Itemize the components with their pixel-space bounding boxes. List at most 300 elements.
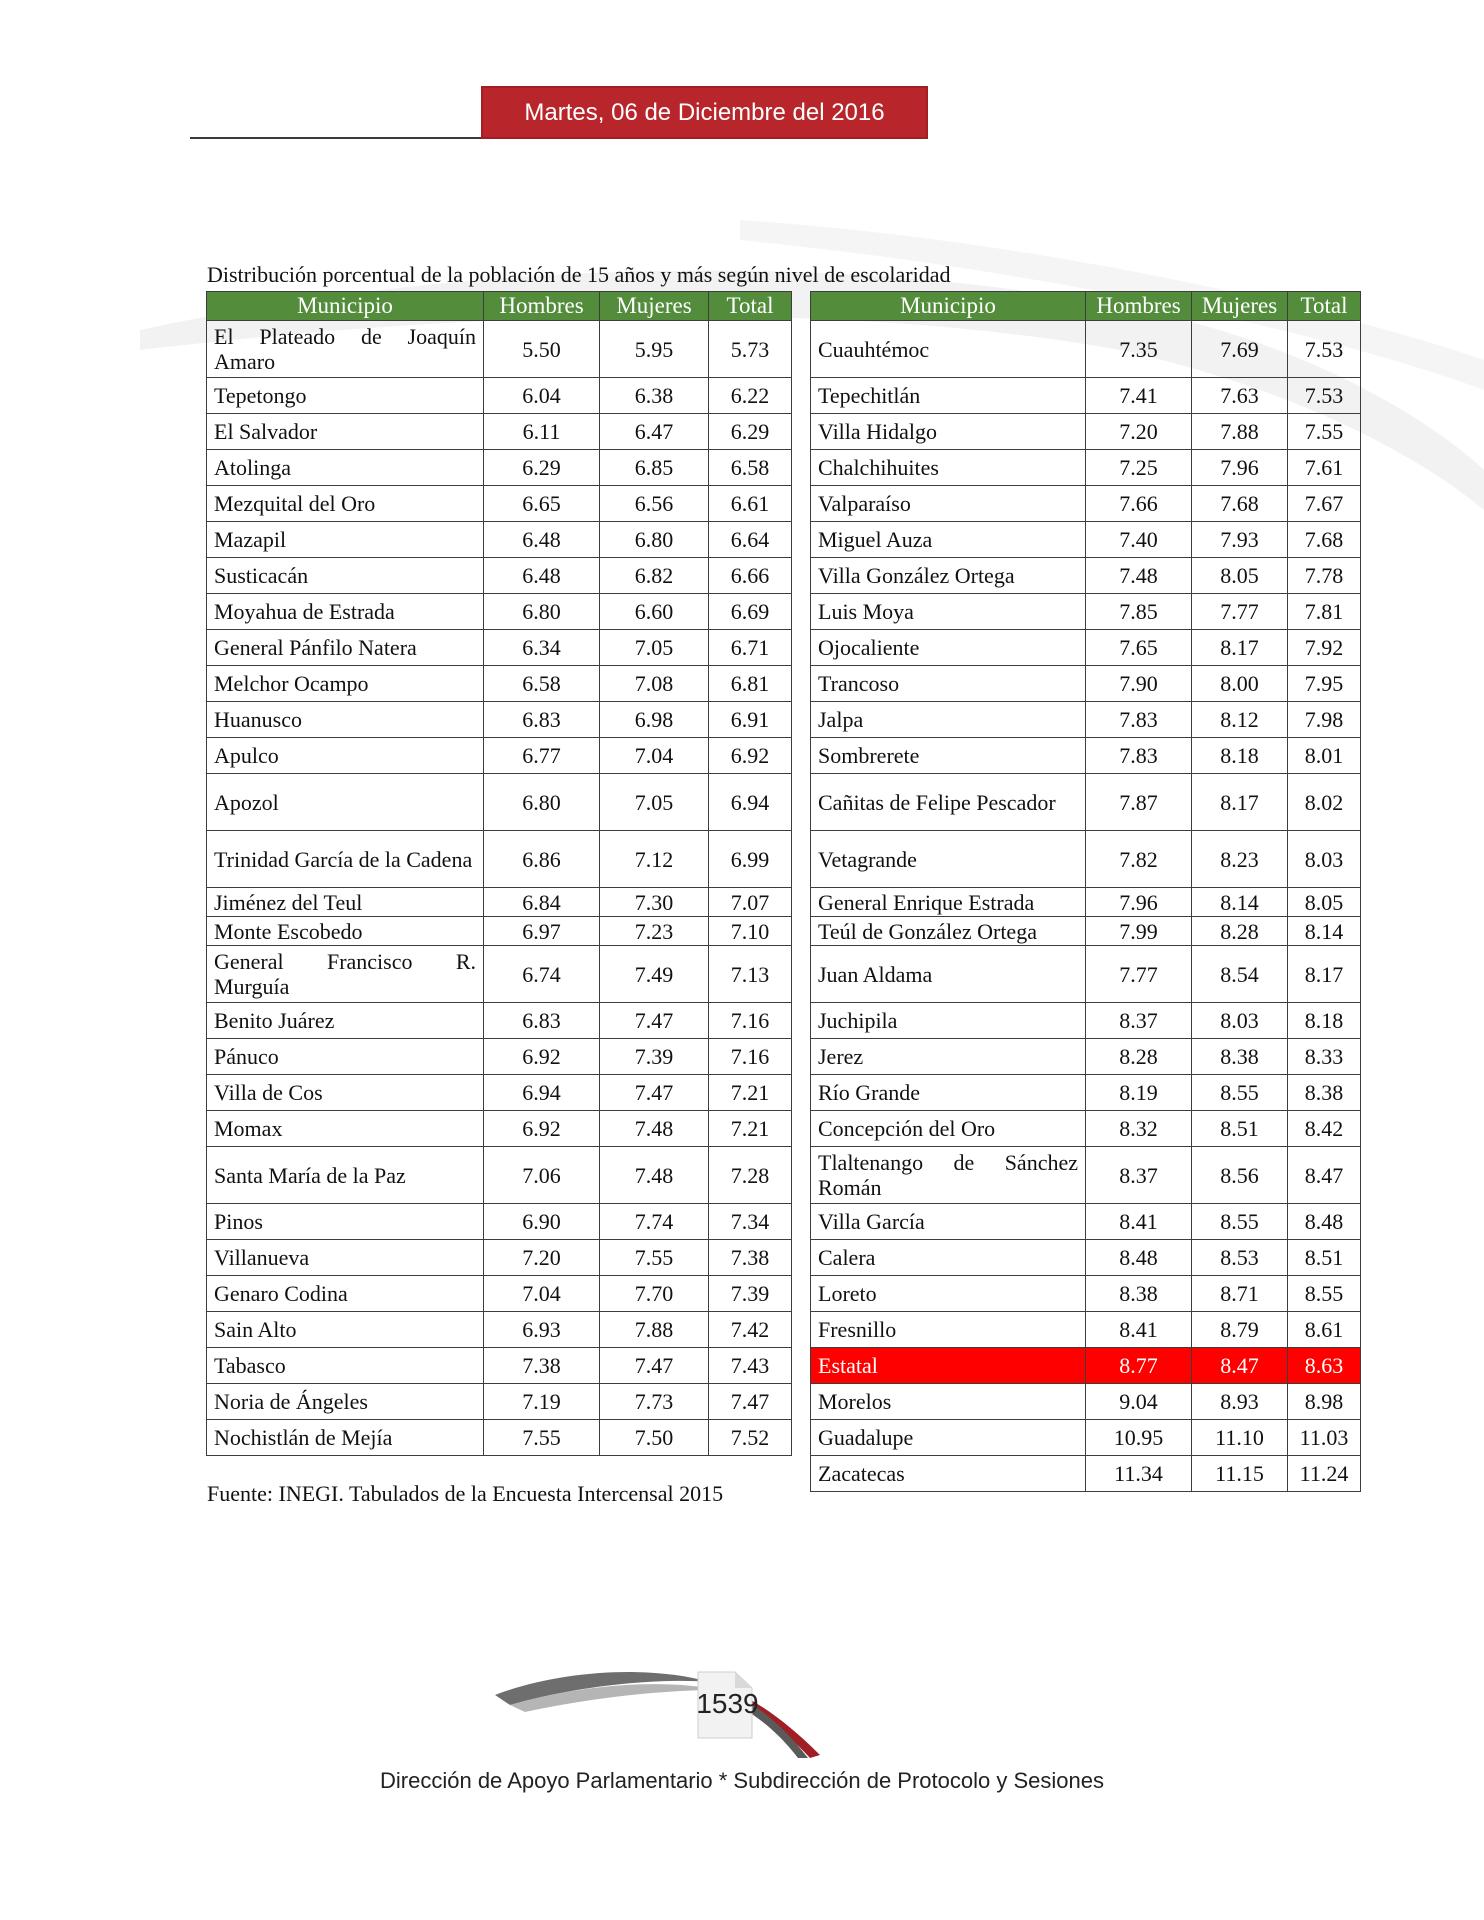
table-row xyxy=(811,917,1361,946)
cell-mujeres: 7.49 xyxy=(600,946,709,1003)
table-row xyxy=(207,1240,792,1276)
cell-total: 7.43 xyxy=(709,1348,792,1384)
cell-hombres: 8.48 xyxy=(1086,1240,1192,1276)
cell-total: 8.02 xyxy=(1288,774,1361,831)
cell-total: 8.17 xyxy=(1288,946,1361,1003)
cell-hombres: 8.37 xyxy=(1086,1003,1192,1039)
cell-municipio: Pánuco xyxy=(207,1039,484,1075)
cell-municipio: Pinos xyxy=(207,1204,484,1240)
table-row xyxy=(207,888,792,917)
cell-municipio: Moyahua de Estrada xyxy=(207,594,484,630)
cell-mujeres: 8.55 xyxy=(1192,1204,1288,1240)
table-row xyxy=(811,1276,1361,1312)
cell-mujeres: 7.47 xyxy=(600,1003,709,1039)
cell-municipio: Villanueva xyxy=(207,1240,484,1276)
cell-municipio: Huanusco xyxy=(207,702,484,738)
table-row xyxy=(207,522,792,558)
cell-mujeres: 8.79 xyxy=(1192,1312,1288,1348)
cell-municipio: Río Grande xyxy=(811,1075,1086,1111)
cell-total: 8.01 xyxy=(1288,738,1361,774)
cell-mujeres: 6.85 xyxy=(600,450,709,486)
cell-hombres: 8.77 xyxy=(1086,1348,1192,1384)
cell-mujeres: 8.17 xyxy=(1192,774,1288,831)
cell-hombres: 7.83 xyxy=(1086,702,1192,738)
cell-total: 7.98 xyxy=(1288,702,1361,738)
cell-hombres: 6.93 xyxy=(484,1312,600,1348)
cell-municipio: Tepetongo xyxy=(207,378,484,414)
cell-total: 8.38 xyxy=(1288,1075,1361,1111)
cell-mujeres: 8.71 xyxy=(1192,1276,1288,1312)
cell-municipio: Noria de Ángeles xyxy=(207,1384,484,1420)
header-date-banner xyxy=(481,86,928,139)
cell-mujeres: 11.10 xyxy=(1192,1420,1288,1456)
cell-mujeres: 8.55 xyxy=(1192,1075,1288,1111)
cell-hombres: 7.82 xyxy=(1086,831,1192,888)
cell-total: 7.34 xyxy=(709,1204,792,1240)
cell-hombres: 5.50 xyxy=(484,321,600,378)
cell-total: 7.39 xyxy=(709,1276,792,1312)
table-row xyxy=(811,1240,1361,1276)
table-row xyxy=(811,486,1361,522)
cell-hombres: 6.90 xyxy=(484,1204,600,1240)
table-left-body xyxy=(207,321,792,1456)
cell-mujeres: 7.77 xyxy=(1192,594,1288,630)
cell-mujeres: 7.70 xyxy=(600,1276,709,1312)
cell-mujeres: 8.56 xyxy=(1192,1147,1288,1204)
cell-municipio: Mazapil xyxy=(207,522,484,558)
table-row xyxy=(207,774,792,831)
cell-total: 8.48 xyxy=(1288,1204,1361,1240)
cell-municipio: Cañitas de Felipe Pescador xyxy=(811,774,1086,831)
cell-municipio: Villa de Cos xyxy=(207,1075,484,1111)
col-header-hombres: Hombres xyxy=(1086,292,1192,321)
cell-total: 7.61 xyxy=(1288,450,1361,486)
cell-hombres: 6.04 xyxy=(484,378,600,414)
cell-mujeres: 7.48 xyxy=(600,1111,709,1147)
cell-total: 8.55 xyxy=(1288,1276,1361,1312)
table-row xyxy=(207,1039,792,1075)
cell-total: 5.73 xyxy=(709,321,792,378)
table-row xyxy=(811,831,1361,888)
cell-municipio: Morelos xyxy=(811,1384,1086,1420)
table-row xyxy=(207,594,792,630)
cell-hombres: 7.96 xyxy=(1086,888,1192,917)
cell-total: 7.53 xyxy=(1288,321,1361,378)
table-row xyxy=(811,1312,1361,1348)
cell-mujeres: 8.18 xyxy=(1192,738,1288,774)
cell-hombres: 7.66 xyxy=(1086,486,1192,522)
cell-municipio: Loreto xyxy=(811,1276,1086,1312)
cell-hombres: 6.77 xyxy=(484,738,600,774)
table-row xyxy=(207,1384,792,1420)
table-header-row xyxy=(207,292,792,321)
table-row xyxy=(207,1003,792,1039)
cell-hombres: 6.48 xyxy=(484,522,600,558)
table-row xyxy=(207,1204,792,1240)
table-row xyxy=(207,378,792,414)
table-row xyxy=(207,831,792,888)
cell-hombres: 7.85 xyxy=(1086,594,1192,630)
cell-total: 8.42 xyxy=(1288,1111,1361,1147)
cell-mujeres: 8.47 xyxy=(1192,1348,1288,1384)
cell-municipio: Tlaltenango de Sánchez Román xyxy=(811,1147,1086,1204)
cell-hombres: 7.20 xyxy=(1086,414,1192,450)
cell-hombres: 6.92 xyxy=(484,1039,600,1075)
col-header-mujeres: Mujeres xyxy=(600,292,709,321)
cell-mujeres: 11.15 xyxy=(1192,1456,1288,1492)
table-row xyxy=(811,946,1361,1003)
cell-municipio: Concepción del Oro xyxy=(811,1111,1086,1147)
cell-municipio: Tabasco xyxy=(207,1348,484,1384)
cell-municipio: Guadalupe xyxy=(811,1420,1086,1456)
table-row xyxy=(811,888,1361,917)
table-row xyxy=(207,1075,792,1111)
cell-total: 7.47 xyxy=(709,1384,792,1420)
cell-total: 6.61 xyxy=(709,486,792,522)
cell-hombres: 7.20 xyxy=(484,1240,600,1276)
cell-total: 7.10 xyxy=(709,917,792,946)
cell-hombres: 6.65 xyxy=(484,486,600,522)
table-row xyxy=(811,1039,1361,1075)
cell-total: 6.81 xyxy=(709,666,792,702)
cell-mujeres: 7.48 xyxy=(600,1147,709,1204)
cell-hombres: 7.19 xyxy=(484,1384,600,1420)
cell-total: 8.05 xyxy=(1288,888,1361,917)
cell-hombres: 7.35 xyxy=(1086,321,1192,378)
cell-hombres: 6.58 xyxy=(484,666,600,702)
cell-total: 8.63 xyxy=(1288,1348,1361,1384)
cell-mujeres: 7.68 xyxy=(1192,486,1288,522)
cell-municipio: Juan Aldama xyxy=(811,946,1086,1003)
cell-total: 7.81 xyxy=(1288,594,1361,630)
cell-municipio: Monte Escobedo xyxy=(207,917,484,946)
cell-total: 6.71 xyxy=(709,630,792,666)
source-note: Fuente: INEGI. Tabulados de la Encuesta Intercensal 2015 xyxy=(207,1481,724,1506)
cell-municipio: Tepechitlán xyxy=(811,378,1086,414)
table-row xyxy=(811,1204,1361,1240)
cell-total: 6.69 xyxy=(709,594,792,630)
cell-mujeres: 7.39 xyxy=(600,1039,709,1075)
footer-text: Dirección de Apoyo Parlamentario * Subdirección de Protocolo y Sesiones xyxy=(380,1768,1104,1793)
cell-mujeres: 6.47 xyxy=(600,414,709,450)
cell-municipio: Melchor Ocampo xyxy=(207,666,484,702)
cell-mujeres: 7.47 xyxy=(600,1348,709,1384)
cell-municipio: Susticacán xyxy=(207,558,484,594)
table-row xyxy=(811,630,1361,666)
cell-total: 11.24 xyxy=(1288,1456,1361,1492)
table-row xyxy=(207,946,792,1003)
cell-mujeres: 8.14 xyxy=(1192,888,1288,917)
cell-total: 7.68 xyxy=(1288,522,1361,558)
cell-hombres: 7.41 xyxy=(1086,378,1192,414)
cell-total: 7.28 xyxy=(709,1147,792,1204)
cell-hombres: 8.32 xyxy=(1086,1111,1192,1147)
cell-mujeres: 6.38 xyxy=(600,378,709,414)
table-caption: Distribución porcentual de la población de 15 años y más según nivel de escolaridad xyxy=(207,262,951,287)
table-row xyxy=(811,594,1361,630)
table-row xyxy=(207,630,792,666)
table-row xyxy=(811,1420,1361,1456)
cell-mujeres: 7.63 xyxy=(1192,378,1288,414)
cell-mujeres: 7.47 xyxy=(600,1075,709,1111)
table-right-body xyxy=(811,321,1361,1492)
cell-hombres: 6.29 xyxy=(484,450,600,486)
cell-total: 8.51 xyxy=(1288,1240,1361,1276)
cell-mujeres: 7.96 xyxy=(1192,450,1288,486)
cell-mujeres: 6.60 xyxy=(600,594,709,630)
cell-mujeres: 8.05 xyxy=(1192,558,1288,594)
cell-municipio: Santa María de la Paz xyxy=(207,1147,484,1204)
cell-hombres: 6.34 xyxy=(484,630,600,666)
table-row xyxy=(811,450,1361,486)
table-row xyxy=(207,414,792,450)
cell-municipio: Nochistlán de Mejía xyxy=(207,1420,484,1456)
col-header-municipio: Municipio xyxy=(811,292,1086,321)
table-header-row xyxy=(811,292,1361,321)
cell-total: 8.33 xyxy=(1288,1039,1361,1075)
cell-municipio: Mezquital del Oro xyxy=(207,486,484,522)
cell-total: 7.16 xyxy=(709,1039,792,1075)
table-row xyxy=(811,378,1361,414)
cell-municipio: Zacatecas xyxy=(811,1456,1086,1492)
table-row xyxy=(207,558,792,594)
cell-total: 7.13 xyxy=(709,946,792,1003)
cell-municipio: Villa García xyxy=(811,1204,1086,1240)
cell-mujeres: 5.95 xyxy=(600,321,709,378)
table-row xyxy=(811,738,1361,774)
cell-municipio: Genaro Codina xyxy=(207,1276,484,1312)
cell-municipio: Sain Alto xyxy=(207,1312,484,1348)
cell-mujeres: 7.23 xyxy=(600,917,709,946)
cell-total: 6.91 xyxy=(709,702,792,738)
cell-total: 7.21 xyxy=(709,1111,792,1147)
cell-total: 11.03 xyxy=(1288,1420,1361,1456)
cell-mujeres: 8.17 xyxy=(1192,630,1288,666)
cell-hombres: 8.41 xyxy=(1086,1204,1192,1240)
cell-municipio: Sombrerete xyxy=(811,738,1086,774)
cell-total: 6.99 xyxy=(709,831,792,888)
table-row xyxy=(207,450,792,486)
cell-hombres: 8.28 xyxy=(1086,1039,1192,1075)
cell-hombres: 10.95 xyxy=(1086,1420,1192,1456)
cell-hombres: 6.80 xyxy=(484,594,600,630)
cell-hombres: 11.34 xyxy=(1086,1456,1192,1492)
cell-municipio: Cuauhtémoc xyxy=(811,321,1086,378)
cell-mujeres: 6.80 xyxy=(600,522,709,558)
cell-mujeres: 7.05 xyxy=(600,774,709,831)
cell-hombres: 6.86 xyxy=(484,831,600,888)
cell-mujeres: 7.05 xyxy=(600,630,709,666)
cell-mujeres: 6.98 xyxy=(600,702,709,738)
cell-hombres: 6.94 xyxy=(484,1075,600,1111)
cell-total: 7.52 xyxy=(709,1420,792,1456)
cell-total: 8.18 xyxy=(1288,1003,1361,1039)
cell-hombres: 6.48 xyxy=(484,558,600,594)
cell-mujeres: 8.03 xyxy=(1192,1003,1288,1039)
cell-municipio: Miguel Auza xyxy=(811,522,1086,558)
table-row xyxy=(207,1276,792,1312)
cell-hombres: 8.41 xyxy=(1086,1312,1192,1348)
cell-hombres: 7.48 xyxy=(1086,558,1192,594)
cell-hombres: 6.74 xyxy=(484,946,600,1003)
table-row xyxy=(207,1312,792,1348)
cell-mujeres: 7.69 xyxy=(1192,321,1288,378)
cell-hombres: 9.04 xyxy=(1086,1384,1192,1420)
cell-hombres: 6.92 xyxy=(484,1111,600,1147)
table-row xyxy=(811,1111,1361,1147)
col-header-municipio: Municipio xyxy=(207,292,484,321)
cell-mujeres: 7.88 xyxy=(1192,414,1288,450)
cell-hombres: 7.55 xyxy=(484,1420,600,1456)
cell-total: 7.21 xyxy=(709,1075,792,1111)
cell-mujeres: 7.74 xyxy=(600,1204,709,1240)
cell-mujeres: 8.28 xyxy=(1192,917,1288,946)
table-row xyxy=(811,1147,1361,1204)
cell-mujeres: 7.12 xyxy=(600,831,709,888)
cell-total: 7.42 xyxy=(709,1312,792,1348)
table-row xyxy=(811,1348,1361,1384)
cell-municipio: Luis Moya xyxy=(811,594,1086,630)
cell-total: 6.29 xyxy=(709,414,792,450)
header-date: Martes, 06 de Diciembre del 2016 xyxy=(524,98,885,126)
cell-municipio: Teúl de González Ortega xyxy=(811,917,1086,946)
table-row xyxy=(811,414,1361,450)
cell-municipio: Benito Juárez xyxy=(207,1003,484,1039)
cell-hombres: 7.38 xyxy=(484,1348,600,1384)
cell-hombres: 6.80 xyxy=(484,774,600,831)
cell-municipio: Villa González Ortega xyxy=(811,558,1086,594)
cell-total: 7.92 xyxy=(1288,630,1361,666)
cell-hombres: 6.83 xyxy=(484,702,600,738)
cell-municipio: El Plateado de Joaquín Amaro xyxy=(207,321,484,378)
cell-total: 8.03 xyxy=(1288,831,1361,888)
cell-hombres: 8.38 xyxy=(1086,1276,1192,1312)
cell-hombres: 7.99 xyxy=(1086,917,1192,946)
table-row xyxy=(207,321,792,378)
cell-mujeres: 7.93 xyxy=(1192,522,1288,558)
cell-municipio: Momax xyxy=(207,1111,484,1147)
cell-mujeres: 8.38 xyxy=(1192,1039,1288,1075)
cell-municipio: Trinidad García de la Cadena xyxy=(207,831,484,888)
header-rule xyxy=(190,137,482,139)
cell-total: 7.95 xyxy=(1288,666,1361,702)
cell-mujeres: 8.93 xyxy=(1192,1384,1288,1420)
page-number: 1539 xyxy=(696,1688,759,1719)
table-row xyxy=(811,1384,1361,1420)
cell-municipio: Vetagrande xyxy=(811,831,1086,888)
col-header-mujeres: Mujeres xyxy=(1192,292,1288,321)
table-row xyxy=(811,558,1361,594)
col-header-total: Total xyxy=(709,292,792,321)
cell-total: 7.55 xyxy=(1288,414,1361,450)
cell-mujeres: 8.54 xyxy=(1192,946,1288,1003)
table-row xyxy=(207,1348,792,1384)
cell-municipio: Calera xyxy=(811,1240,1086,1276)
cell-mujeres: 7.04 xyxy=(600,738,709,774)
cell-total: 8.98 xyxy=(1288,1384,1361,1420)
cell-municipio: Chalchihuites xyxy=(811,450,1086,486)
cell-hombres: 6.84 xyxy=(484,888,600,917)
cell-hombres: 6.97 xyxy=(484,917,600,946)
cell-total: 8.61 xyxy=(1288,1312,1361,1348)
cell-municipio: Villa Hidalgo xyxy=(811,414,1086,450)
cell-total: 7.53 xyxy=(1288,378,1361,414)
cell-hombres: 7.87 xyxy=(1086,774,1192,831)
cell-municipio: Fresnillo xyxy=(811,1312,1086,1348)
col-header-hombres: Hombres xyxy=(484,292,600,321)
cell-hombres: 7.90 xyxy=(1086,666,1192,702)
table-row xyxy=(811,522,1361,558)
cell-municipio: Valparaíso xyxy=(811,486,1086,522)
cell-mujeres: 8.53 xyxy=(1192,1240,1288,1276)
cell-mujeres: 7.55 xyxy=(600,1240,709,1276)
cell-mujeres: 7.08 xyxy=(600,666,709,702)
cell-municipio: Ojocaliente xyxy=(811,630,1086,666)
cell-municipio: Apulco xyxy=(207,738,484,774)
cell-total: 6.64 xyxy=(709,522,792,558)
cell-municipio: Estatal xyxy=(811,1348,1086,1384)
cell-hombres: 7.06 xyxy=(484,1147,600,1204)
cell-mujeres: 8.23 xyxy=(1192,831,1288,888)
cell-total: 6.22 xyxy=(709,378,792,414)
footer-swoosh-logo xyxy=(490,1660,830,1760)
table-row xyxy=(811,321,1361,378)
table-row xyxy=(811,774,1361,831)
cell-hombres: 6.11 xyxy=(484,414,600,450)
cell-mujeres: 8.00 xyxy=(1192,666,1288,702)
cell-municipio: El Salvador xyxy=(207,414,484,450)
cell-municipio: Apozol xyxy=(207,774,484,831)
cell-municipio: Trancoso xyxy=(811,666,1086,702)
cell-hombres: 6.83 xyxy=(484,1003,600,1039)
cell-total: 6.92 xyxy=(709,738,792,774)
table-row xyxy=(207,1420,792,1456)
table-right xyxy=(810,291,1361,1492)
cell-hombres: 8.19 xyxy=(1086,1075,1192,1111)
cell-mujeres: 8.12 xyxy=(1192,702,1288,738)
cell-municipio: Jerez xyxy=(811,1039,1086,1075)
cell-total: 6.58 xyxy=(709,450,792,486)
table-left xyxy=(206,291,792,1456)
cell-total: 7.16 xyxy=(709,1003,792,1039)
table-row xyxy=(811,1075,1361,1111)
cell-total: 8.47 xyxy=(1288,1147,1361,1204)
table-row xyxy=(207,738,792,774)
cell-mujeres: 7.73 xyxy=(600,1384,709,1420)
cell-hombres: 7.40 xyxy=(1086,522,1192,558)
table-row xyxy=(811,666,1361,702)
cell-hombres: 7.83 xyxy=(1086,738,1192,774)
cell-municipio: Jalpa xyxy=(811,702,1086,738)
cell-total: 7.07 xyxy=(709,888,792,917)
cell-mujeres: 8.51 xyxy=(1192,1111,1288,1147)
cell-municipio: Atolinga xyxy=(207,450,484,486)
table-row xyxy=(207,486,792,522)
cell-municipio: General Enrique Estrada xyxy=(811,888,1086,917)
cell-total: 6.94 xyxy=(709,774,792,831)
cell-municipio: General Francisco R. Murguía xyxy=(207,946,484,1003)
cell-total: 8.14 xyxy=(1288,917,1361,946)
table-row xyxy=(207,702,792,738)
cell-mujeres: 7.88 xyxy=(600,1312,709,1348)
cell-hombres: 7.25 xyxy=(1086,450,1192,486)
cell-hombres: 7.04 xyxy=(484,1276,600,1312)
cell-municipio: General Pánfilo Natera xyxy=(207,630,484,666)
cell-mujeres: 6.56 xyxy=(600,486,709,522)
cell-municipio: Jiménez del Teul xyxy=(207,888,484,917)
table-row xyxy=(811,1003,1361,1039)
cell-hombres: 8.37 xyxy=(1086,1147,1192,1204)
